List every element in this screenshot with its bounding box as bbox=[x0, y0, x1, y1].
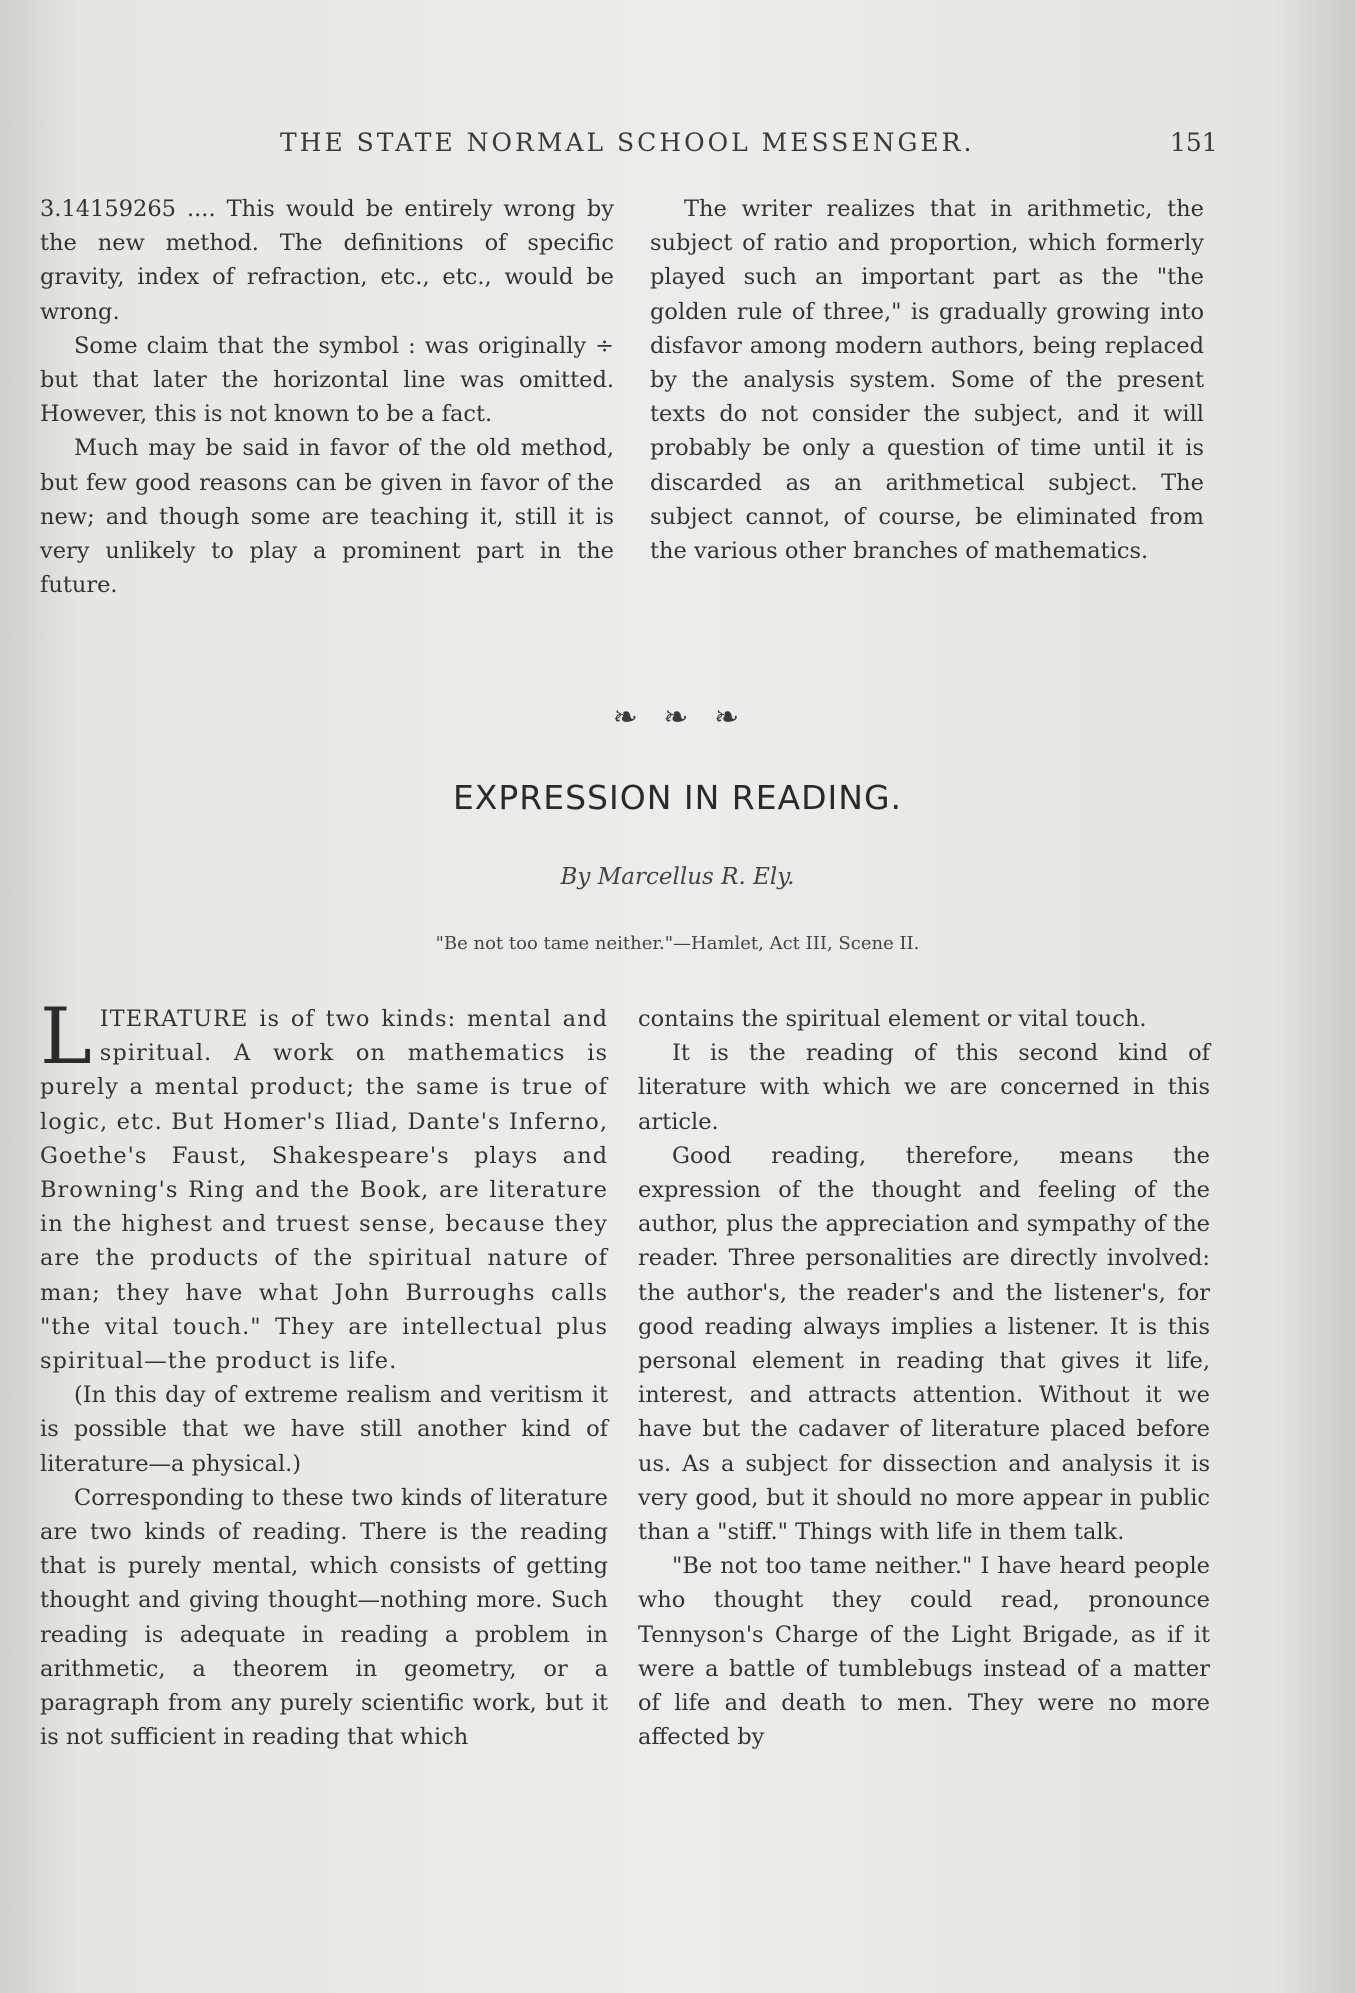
section-ornament: ❧ ❧ ❧ bbox=[612, 700, 748, 735]
paragraph: 3.14159265 .... This would be entirely wrong by the new method. The definitions of specific gravity, index of refraction, etc., etc., would be wrong. bbox=[40, 196, 614, 325]
journal-title: THE STATE NORMAL SCHOOL MESSENGER. bbox=[280, 128, 975, 157]
article-title: EXPRESSION IN READING. bbox=[452, 778, 903, 817]
paragraph: Good reading, therefore, means the expression of the thought and feeling of the author, plus the appreciation and sympathy of the reader. Three personalities are directly involved: the author's, the reader's and the listener's, for good reading always implies a listener. It is this personal element in reading that gives it life, interest, and attracts attention. Without it we have but the cadaver of literature placed before us. As a subject for dissection and analysis it is very good, but it should no more appear in public than a "stiff." Things with life in them talk. bbox=[638, 1142, 1210, 1546]
running-header bbox=[0, 128, 1355, 168]
top-right-column bbox=[650, 192, 1204, 568]
top-left-column bbox=[40, 192, 614, 602]
paragraph: contains the spiritual element or vital touch. bbox=[638, 1006, 1147, 1032]
first-paragraph-text: ITERATURE is of two kinds: mental and spiritual. A work on mathematics is purely a mental product; the same is true of logic, etc. But Homer's Iliad, Dante's Inferno, Goethe's Faust, Shakespeare's plays and Browning's Ring and the Book, are literature in the highest and truest sense, because they are the products of the spiritual nature of man; they have what John Burroughs calls "the vital touch." They are intellectual plus spiritual—the product is life. bbox=[40, 1006, 608, 1375]
paragraph: Some claim that the symbol : was originally ÷ but that later the horizontal line was omitted. However, this is not known to be a fact. bbox=[40, 332, 614, 428]
paragraph: (In this day of extreme realism and veritism it is possible that we have still another kind of literature—a physical.) bbox=[40, 1382, 608, 1477]
paragraph: It is the reading of this second kind of literature with which we are concerned in this article. bbox=[638, 1040, 1210, 1135]
drop-cap: L bbox=[40, 992, 92, 1082]
paragraph: "Be not too tame neither." I have heard people who thought they could read, pronounce Tennyson's Charge of the Light Brigade, as if it were a battle of tumblebugs instead of a matter of life and death to men. They were no more affected by bbox=[638, 1553, 1210, 1751]
page-number: 151 bbox=[1170, 128, 1218, 157]
first-paragraph bbox=[40, 992, 608, 1378]
paragraph: Corresponding to these two kinds of literature are two kinds of reading. There is the reading that is purely mental, which consists of getting thought and giving thought—nothing more. Such reading is adequate in reading a problem in arithmetic, a theorem in geometry, or a paragraph from any purely scientific work, but it is not sufficient in reading that which bbox=[40, 1484, 608, 1751]
article-epigraph: "Be not too tame neither."—Hamlet, Act III, Scene II. bbox=[435, 933, 920, 954]
article-right-column bbox=[638, 1002, 1210, 1754]
article-byline: By Marcellus R. Ely. bbox=[560, 864, 795, 890]
article-left-column bbox=[40, 992, 608, 1754]
paragraph: The writer realizes that in arithmetic, the subject of ratio and proportion, which formerly played such an important part as the "the golden rule of three," is gradually growing into disfavor among modern authors, being replaced by the analysis system. Some of the present texts do not consider the subject, and it will probably be only a question of time until it is discarded as an arithmetical subject. The subject cannot, of course, be eliminated from the various other branches of mathematics. bbox=[650, 196, 1204, 565]
paragraph: Much may be said in favor of the old method, but few good reasons can be given in favor of the new; and though some are teaching it, still it is very unlikely to play a prominent part in the future. bbox=[40, 435, 614, 599]
